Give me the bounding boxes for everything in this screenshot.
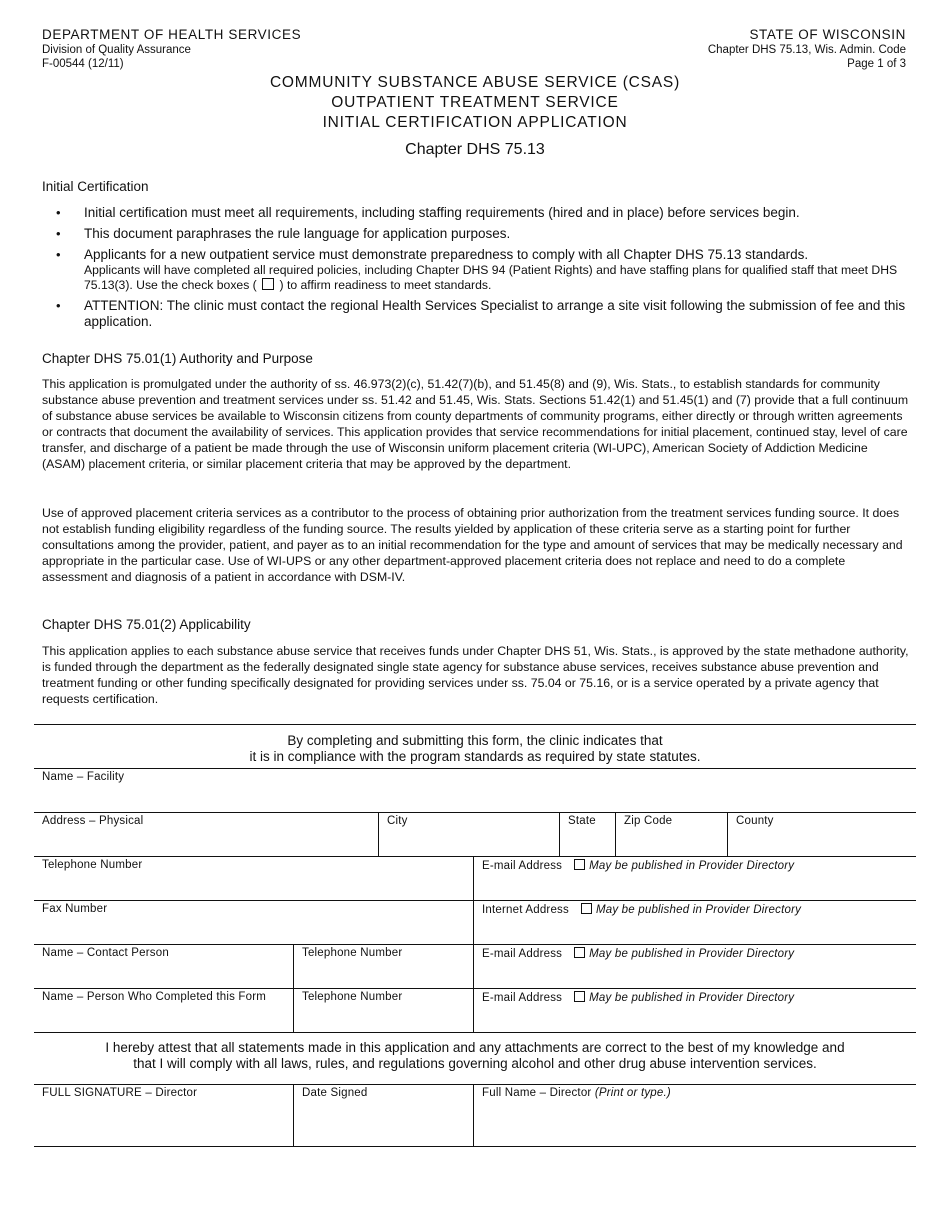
authority-paragraph-2: Use of approved placement criteria services as a contributor to the process of obtaining prior authorization from the treatment services funding source. It does not establish funding eligibility regardless of the funding source. The results yielded by application of these criteria serve as a starting point for further consultations among the provider, patient, and payer as to an initial recommendation for the type and amount of services that may be medically necessary and appropriate in the particular case. Use of WI-UPS or any other department-approved placement criteria does not replace and need to do a complete assessment and diagnosis of a patient in accordance with DSM-IV. (42, 506, 903, 584)
county-field[interactable]: County (727, 813, 916, 856)
publish-checkbox[interactable] (574, 991, 585, 1002)
signature-field[interactable]: FULL SIGNATURE – Director (42, 1087, 198, 1099)
facility-name-field[interactable]: Name – Facility (42, 771, 125, 783)
attestation-statement: I hereby attest that all statements made in this application and any attachments are correct to the best of my knowledge and that I will comply with all laws, rules, and regulations governing alcohol and other drug abuse intervention services. (34, 1032, 916, 1084)
contact-email-field[interactable]: E-mail Address May be published in Provider Directory (473, 945, 916, 988)
contact-person-field[interactable]: Name – Contact Person (42, 947, 169, 959)
date-signed-field[interactable]: Date Signed (293, 1085, 473, 1146)
initial-certification-heading: Initial Certification (42, 179, 149, 194)
facility-telephone-field[interactable]: Telephone Number (42, 859, 143, 871)
compliance-statement: By completing and submitting this form, the clinic indicates that it is in compliance with the program standards as required by state statutes. (249, 733, 701, 764)
form-row (34, 812, 916, 856)
state-field[interactable]: State (559, 813, 615, 856)
form-row (34, 900, 916, 944)
list-item (42, 247, 912, 293)
form-number: F-00544 (12/11) (42, 58, 124, 70)
application-form (34, 724, 916, 1147)
list-item: • This document paraphrases the rule language for application purposes. (42, 226, 912, 242)
publish-checkbox[interactable] (581, 903, 592, 914)
internet-address-field[interactable]: Internet Address May be published in Provider Directory (473, 901, 916, 944)
fax-field[interactable]: Fax Number (42, 903, 108, 915)
form-row (34, 1084, 916, 1147)
title-line-2: OUTPATIENT TREATMENT SERVICE (331, 94, 619, 111)
document-title (0, 73, 950, 133)
completer-name-field[interactable]: Name – Person Who Completed this Form (42, 991, 267, 1003)
list-item: • ATTENTION: The clinic must contact the regional Health Services Specialist to arrange a site visit following the submission of fee and this application. (42, 298, 912, 330)
city-field[interactable]: City (378, 813, 559, 856)
department-name: DEPARTMENT OF HEALTH SERVICES (42, 27, 302, 42)
title-line-3: INITIAL CERTIFICATION APPLICATION (322, 114, 628, 131)
authority-heading: Chapter DHS 75.01(1) Authority and Purpose (42, 351, 313, 366)
title-line-1: COMMUNITY SUBSTANCE ABUSE SERVICE (CSAS) (269, 74, 681, 91)
form-row (34, 988, 916, 1032)
admin-code: Chapter DHS 75.13, Wis. Admin. Code (707, 44, 906, 56)
publish-checkbox[interactable] (574, 947, 585, 958)
form-row (34, 856, 916, 900)
facility-email-field[interactable]: E-mail Address May be published in Provider Directory (473, 857, 916, 900)
state-name: STATE OF WISCONSIN (749, 27, 906, 42)
initial-certification-list (42, 205, 912, 335)
zip-field[interactable]: Zip Code (615, 813, 727, 856)
address-field[interactable]: Address – Physical (42, 815, 144, 827)
completer-telephone-field[interactable]: Telephone Number (293, 989, 473, 1032)
form-row (34, 768, 916, 812)
checkbox-icon (262, 278, 274, 290)
division-name: Division of Quality Assurance (42, 44, 191, 56)
header-left (42, 27, 301, 71)
authority-paragraph-1: This application is promulgated under the authority of ss. 46.973(2)(c), 51.42(7)(b), and 51.45(8) and (9), Wis. Stats., to establish standards for community substance abuse prevention and treatment services under ss. 51.42 and 51.45, Wis. Stats. Sections 51.42(1) and 51.45(1) and (7) provide that a full continuum of substance abuse services be available to Wisconsin citizens from county departments of community programs, either directly or through written agreements or contracts that document the availability of services. This application provides that service recommendations for initial placement, continued stay, level of care transfer, and discharge of a patient be made through the use of Wisconsin uniform placement criteria (WI-UPC), American Society of Addiction Medicine (ASAM) placement criteria, or similar placement criteria that may be approved by the department. (42, 377, 909, 471)
applicability-heading: Chapter DHS 75.01(2) Applicability (42, 617, 251, 632)
publish-checkbox[interactable] (574, 859, 585, 870)
contact-telephone-field[interactable]: Telephone Number (293, 945, 473, 988)
chapter-heading: Chapter DHS 75.13 (405, 141, 545, 158)
completer-email-field[interactable]: E-mail Address May be published in Provider Directory (473, 989, 916, 1032)
applicability-paragraph: This application applies to each substance abuse service that receives funds under Chapter DHS 51, Wis. Stats., is approved by the state methadone authority, is funded through the department as the federally designated single state agency for substance abuse services, receives substance abuse prevention and treatment funding or other funding specifically designated for providing services under ss. 75.04 or 75.16, or is a service operated by a private agency that requests certification. (42, 644, 909, 706)
page-number: Page 1 of 3 (847, 58, 906, 70)
preparedness-text: Applicants for a new outpatient service must demonstrate preparedness to comply with all Chapter DHS 75.13 standards. (84, 247, 809, 262)
preparedness-subtext: Applicants will have completed all required policies, including Chapter DHS 94 (Patient Rights) and have staffing plans for qualified staff that meet DHS 75.13(3). Use the check boxes ( ) to affirm readiness to meet standards. (84, 263, 898, 292)
header-right (708, 27, 906, 71)
list-item: • Initial certification must meet all requirements, including staffing requirements (hired and in place) before services begin. (42, 205, 912, 221)
director-full-name-field[interactable]: Full Name – Director (Print or type.) (473, 1085, 916, 1146)
form-row (34, 944, 916, 988)
